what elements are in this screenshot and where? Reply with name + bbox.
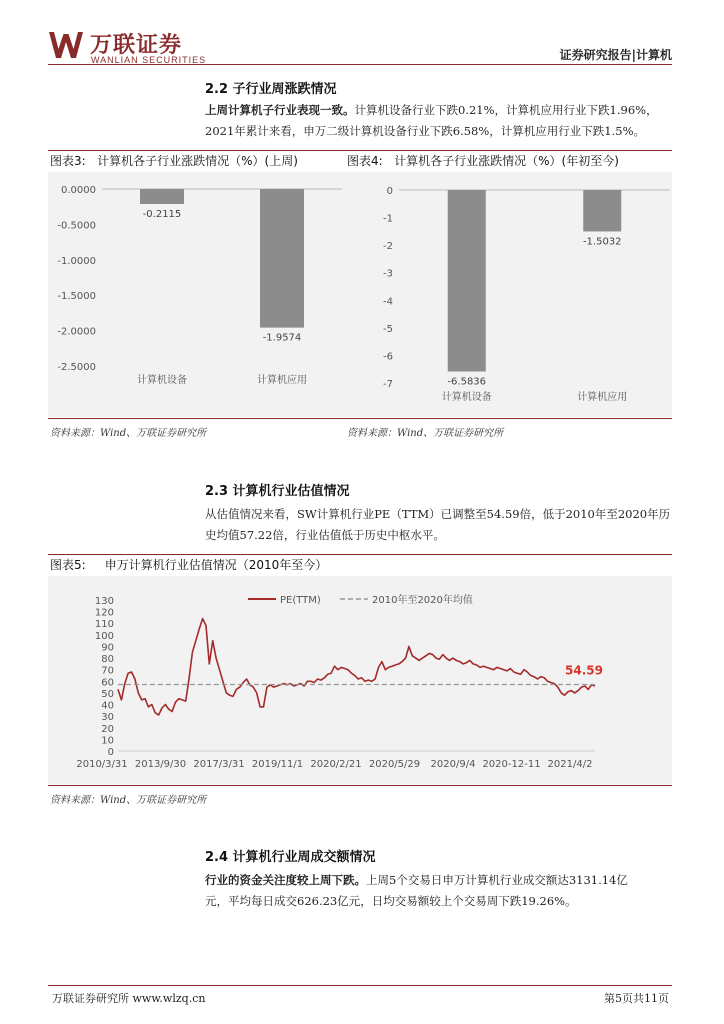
header-divider (48, 64, 672, 65)
fig4-ytick-label: -1 (383, 213, 393, 225)
fig5-ytick-label: 70 (101, 665, 114, 677)
fig5-ytick-label: 50 (101, 688, 114, 700)
fig5-ytick-label: 110 (94, 619, 114, 631)
fig3-ytick-label: 0.0000 (61, 185, 96, 196)
fig5-xtick-label: 2021/4/2 (547, 759, 593, 770)
fig5-ytick-label: 60 (101, 677, 114, 689)
section-2-4-text-2: 元，平均每日成交626.23亿元，日均交易额较上个交易周下跌19.26%。 (205, 894, 577, 908)
fig5-number: 图表5: (50, 558, 86, 572)
fig4-data-label-2: -1.5032 (582, 236, 622, 248)
fig5-ytick-label: 10 (101, 735, 114, 747)
fig3-data-label-1: -0.2115 (142, 208, 182, 220)
fig4-source: 资料来源：Wind、万联证券研究所 (347, 428, 504, 439)
fig5-series-pe-ttm-line (118, 619, 595, 715)
fig5-ytick-label: 100 (94, 630, 114, 642)
fig5-bottom-rule (48, 785, 672, 786)
fig5-ytick-label: 90 (101, 642, 114, 654)
section-2-3-paragraph (205, 504, 675, 546)
brand-name-en: WANLIAN SECURITIES (91, 55, 207, 65)
fig5-ytick-label: 130 (94, 596, 114, 607)
fig4-ytick-label: -5 (383, 323, 393, 335)
fig3-source: 资料来源：Wind、万联证券研究所 (50, 428, 207, 439)
fig5-legend-pe-label: PE(TTM) (280, 595, 321, 606)
fig3-ytick-label: -1.5000 (57, 291, 96, 303)
section-heading-2-3: 2.3 计算机行业估值情况 (205, 484, 350, 499)
fig5-title: 申万计算机行业估值情况（2010年至今） (104, 558, 328, 572)
fig5-latest-value-annotation: 54.59 (565, 663, 603, 678)
brand-name-cn: 万联证券 (90, 33, 183, 58)
fig4-category-label-2: 计算机应用 (577, 392, 628, 403)
footer-divider (48, 985, 672, 986)
fig4-bar-1 (448, 190, 486, 372)
fig5-ytick-label: 80 (101, 654, 114, 666)
section-2-4-line-1 (205, 870, 675, 891)
fig5-xtick-label: 2017/3/31 (193, 759, 245, 770)
fig5-xtick-label: 2020/5/29 (368, 759, 421, 770)
fig5-xtick-label: 2013/9/30 (134, 759, 187, 770)
fig5-source: 资料来源：Wind、万联证券研究所 (50, 795, 207, 806)
fig4-ytick-label: -3 (383, 268, 393, 280)
footer-page-number: 第5页共11页 (604, 992, 669, 1005)
fig3-ytick-label: -2.5000 (57, 362, 96, 373)
section-2-2-text-1: 计算机设备行业下跌0.21%，计算机应用行业下跌1.96%， (354, 103, 658, 117)
fig4-category-label-1: 计算机设备 (441, 392, 492, 403)
fig3-caption (50, 151, 298, 171)
fig5-legend-mean-label: 2010年至2020年均值 (372, 595, 473, 606)
section-2-4-text-1: 上周5个交易日申万计算机行业成交额达3131.14亿 (366, 873, 628, 887)
fig5-xtick-label: 2020/2/21 (310, 759, 362, 770)
fig5-xtick-label: 2010/3/31 (76, 759, 128, 770)
footer-left: 万联证券研究所 www.wlzq.cn (52, 992, 206, 1005)
section-2-2-text-2: 2021年累计来看，申万二级计算机设备行业下跌6.58%，计算机应用行业下跌1.5%。 (205, 124, 646, 138)
fig4-ytick-label: 0 (386, 186, 393, 197)
section-2-4-lead: 行业的资金关注度较上周下跌。 (205, 873, 366, 887)
fig5-xtick-label: 2020-12-11 (482, 759, 541, 770)
brand-logo-mark-icon (48, 30, 84, 60)
fig4-number: 图表4: (347, 154, 383, 168)
fig4-data-label-1: -6.5836 (447, 376, 487, 388)
fig3-bar-chart (50, 172, 345, 417)
fig4-ytick-label: -6 (383, 351, 393, 363)
fig3-ytick-label: -2.0000 (57, 326, 96, 338)
fig4-ytick-label: -4 (383, 296, 393, 308)
fig4-bar-2 (583, 190, 621, 231)
section-heading-2-2: 2.2 子行业周涨跌情况 (205, 82, 337, 97)
fig5-ytick-label: 120 (94, 607, 114, 619)
section-2-3-text-1: 从估值情况来看，SW计算机行业PE（TTM）已调整至54.59倍，低于2010年至2020年历 (205, 507, 671, 521)
fig3-title: 计算机各子行业涨跌情况（%）(上周) (97, 154, 298, 168)
section-heading-2-4: 2.4 计算机行业周成交额情况 (205, 850, 376, 865)
fig3-category-label-1: 计算机设备 (137, 375, 187, 386)
section-2-2-paragraph (205, 100, 675, 142)
fig5-ytick-label: 0 (107, 747, 114, 758)
fig3-category-label-2: 计算机应用 (257, 375, 307, 386)
fig4-ytick-label: -7 (383, 379, 393, 390)
fig4-bar-chart (347, 172, 670, 417)
fig5-xtick-label: 2020/9/4 (430, 759, 476, 770)
fig3-ytick-label: -0.5000 (57, 220, 96, 232)
section-2-3-text-2: 史均值57.22倍，行业估值低于历史中枢水平。 (205, 528, 445, 542)
fig5-xtick-label: 2019/11/1 (251, 759, 304, 770)
fig4-caption (347, 151, 619, 171)
fig4-ytick-label: -2 (383, 241, 393, 253)
fig3-bar-1 (140, 189, 184, 204)
fig5-ytick-label: 20 (101, 723, 114, 735)
section-2-2-lead: 上周计算机子行业表现一致。 (205, 103, 355, 117)
fig5-line-chart (50, 576, 670, 784)
fig3-number: 图表3: (50, 154, 86, 168)
fig3-data-label-2: -1.9574 (262, 332, 302, 344)
fig3-4-bottom-rule (48, 418, 672, 419)
report-type: 证券研究报告|计算机 (559, 48, 672, 62)
fig3-ytick-label: -1.0000 (57, 255, 96, 267)
section-2-2-line-1 (205, 100, 675, 121)
fig3-bar-2 (260, 189, 304, 328)
section-2-4-paragraph (205, 870, 675, 912)
fig5-ytick-label: 30 (101, 712, 114, 724)
fig5-ytick-label: 40 (101, 700, 114, 712)
fig4-title: 计算机各子行业涨跌情况（%）(年初至今) (394, 154, 619, 168)
fig5-caption (50, 555, 327, 575)
